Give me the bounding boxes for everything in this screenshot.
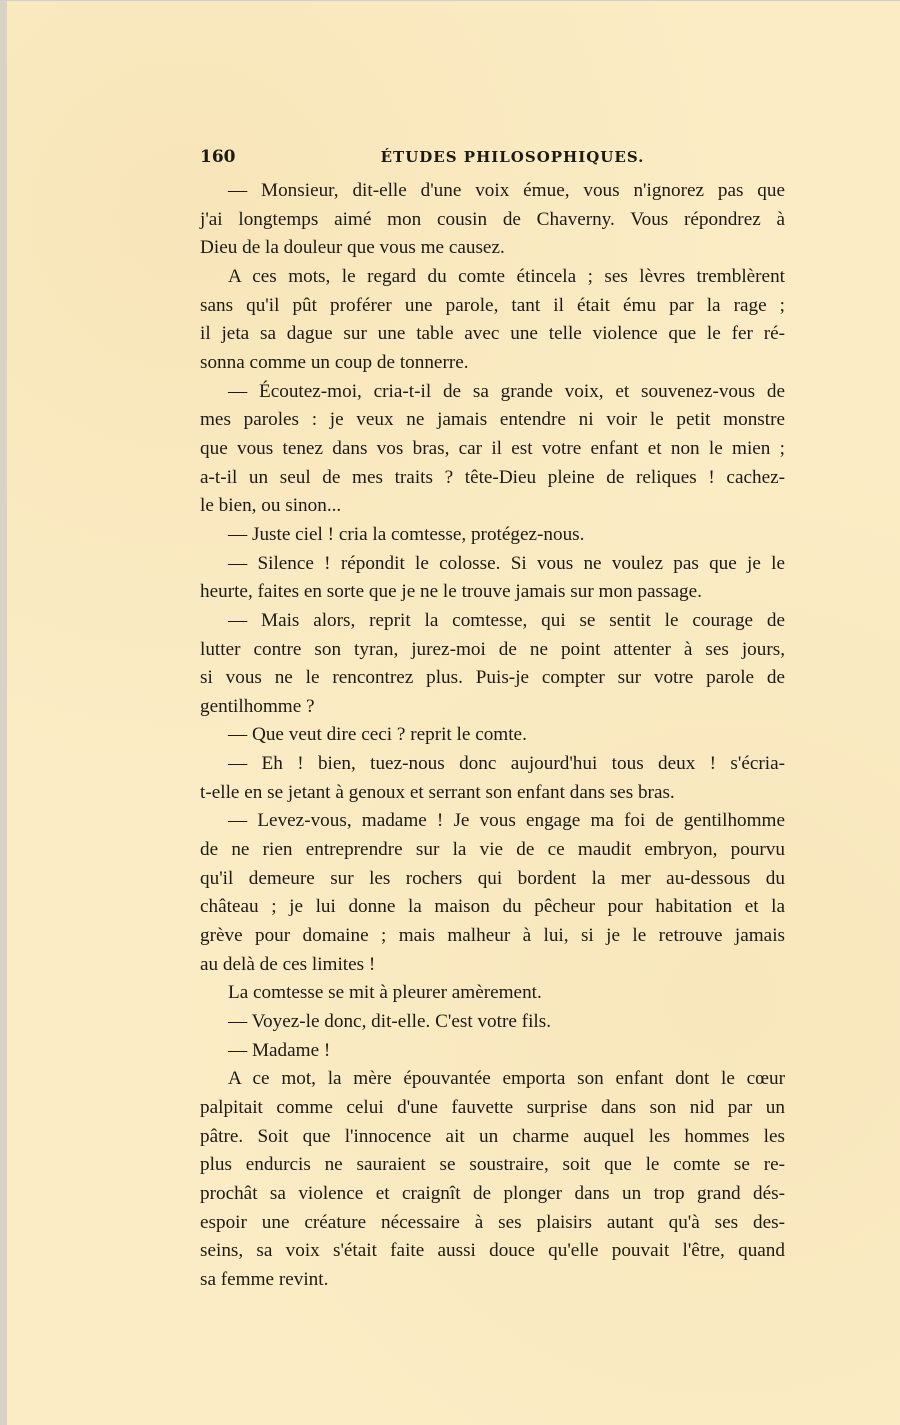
text-line: t-elle en se jetant à genoux et serrant son enfant dans ses bras. [200,781,675,803]
text-line: — Levez-vous, madame ! Je vous engage ma foi de gentilhomme [228,810,785,832]
text-line: — Que veut dire ceci ? reprit le comte. [228,724,527,746]
text-line: A ces mots, le regard du comte étincela ; ses lèvres tremblèrent [228,265,785,287]
text-line: heurte, faites en sorte que je ne le trouve jamais sur mon passage. [200,581,702,603]
text-line: si vous ne le rencontrez plus. Puis-je compter sur votre parole de [200,667,785,689]
text-line: — Mais alors, reprit la comtesse, qui se sentit le courage de [228,609,785,631]
text-line: a-t-il un seul de mes traits ? tête-Dieu pleine de reliques ! cachez- [200,466,785,488]
text-line: de ne rien entreprendre sur la vie de ce maudit embryon, pourvu [200,839,785,861]
text-line: château ; je lui donne la maison du pêcheur pour habitation et la [200,896,785,918]
text-line: seins, sa voix s'était faite aussi douce qu'elle pouvait l'être, quand [200,1240,785,1262]
text-line: lutter contre son tyran, jurez-moi de ne point attenter à ses jours, [200,638,785,660]
running-title: ÉTUDES PHILOSOPHIQUES. [380,148,645,166]
scan-edge-top [0,0,900,1]
text-line: prochât sa violence et craignît de plonger dans un trop grand dés- [200,1182,785,1204]
text-line: grève pour domaine ; mais malheur à lui, si je le retrouve jamais [200,925,785,947]
text-line: — Madame ! [228,1039,331,1061]
text-line: A ce mot, la mère épouvantée emporta son enfant dont le cœur [228,1068,785,1090]
text-line: sonna comme un coup de tonnerre. [200,351,469,373]
text-line: espoir une créature nécessaire à ses plaisirs autant qu'à ses des- [200,1211,785,1233]
text-line: — Eh ! bien, tuez-nous donc aujourd'hui tous deux ! s'écria- [228,753,785,775]
text-line: — Monsieur, dit-elle d'une voix émue, vous n'ignorez pas que [228,180,785,201]
text-line: il jeta sa dague sur une table avec une telle violence que le fer ré- [200,323,785,345]
text-line: gentilhomme ? [200,695,315,717]
text-line: palpitait comme celui d'une fauvette surprise dans son nid par un [200,1097,785,1118]
scan-edge-left [0,0,7,1425]
text-line: pâtre. Soit que l'innocence ait un charme auquel les hommes les [200,1125,785,1147]
text-line: mes paroles : je veux ne jamais entendre ni voir le petit monstre [200,409,785,431]
text-line: La comtesse se mit à pleurer amèrement. [228,982,542,1004]
text-line: au delà de ces limites ! [200,953,376,975]
page-header [200,147,785,173]
text-line: j'ai longtemps aimé mon cousin de Chaverny. Vous répondrez à [200,208,785,230]
text-line: que vous tenez dans vos bras, car il est votre enfant et non le mien ; [200,437,785,459]
text-line: — Silence ! répondit le colosse. Si vous ne voulez pas que je le [228,552,785,574]
text-line: Dieu de la douleur que vous me causez. [200,237,505,259]
text-line: sa femme revint. [200,1268,329,1290]
text-line: le bien, ou sinon... [200,495,342,517]
text-line: sans qu'il pût proférer une parole, tant il était ému par la rage ; [200,294,785,316]
text-line: — Voyez-le donc, dit-elle. C'est votre fils. [228,1011,552,1033]
text-line: qu'il demeure sur les rochers qui bordent la mer au-dessous du [200,867,785,889]
body-text [200,177,785,1295]
text-line: — Juste ciel ! cria la comtesse, protégez-nous. [228,523,585,545]
text-line: plus endurcis ne sauraient se soustraire, soit que le comte se re- [200,1154,785,1176]
page-number: 160 [200,147,236,167]
text-line: — Écoutez-moi, cria-t-il de sa grande voix, et souvenez-vous de [228,380,785,402]
